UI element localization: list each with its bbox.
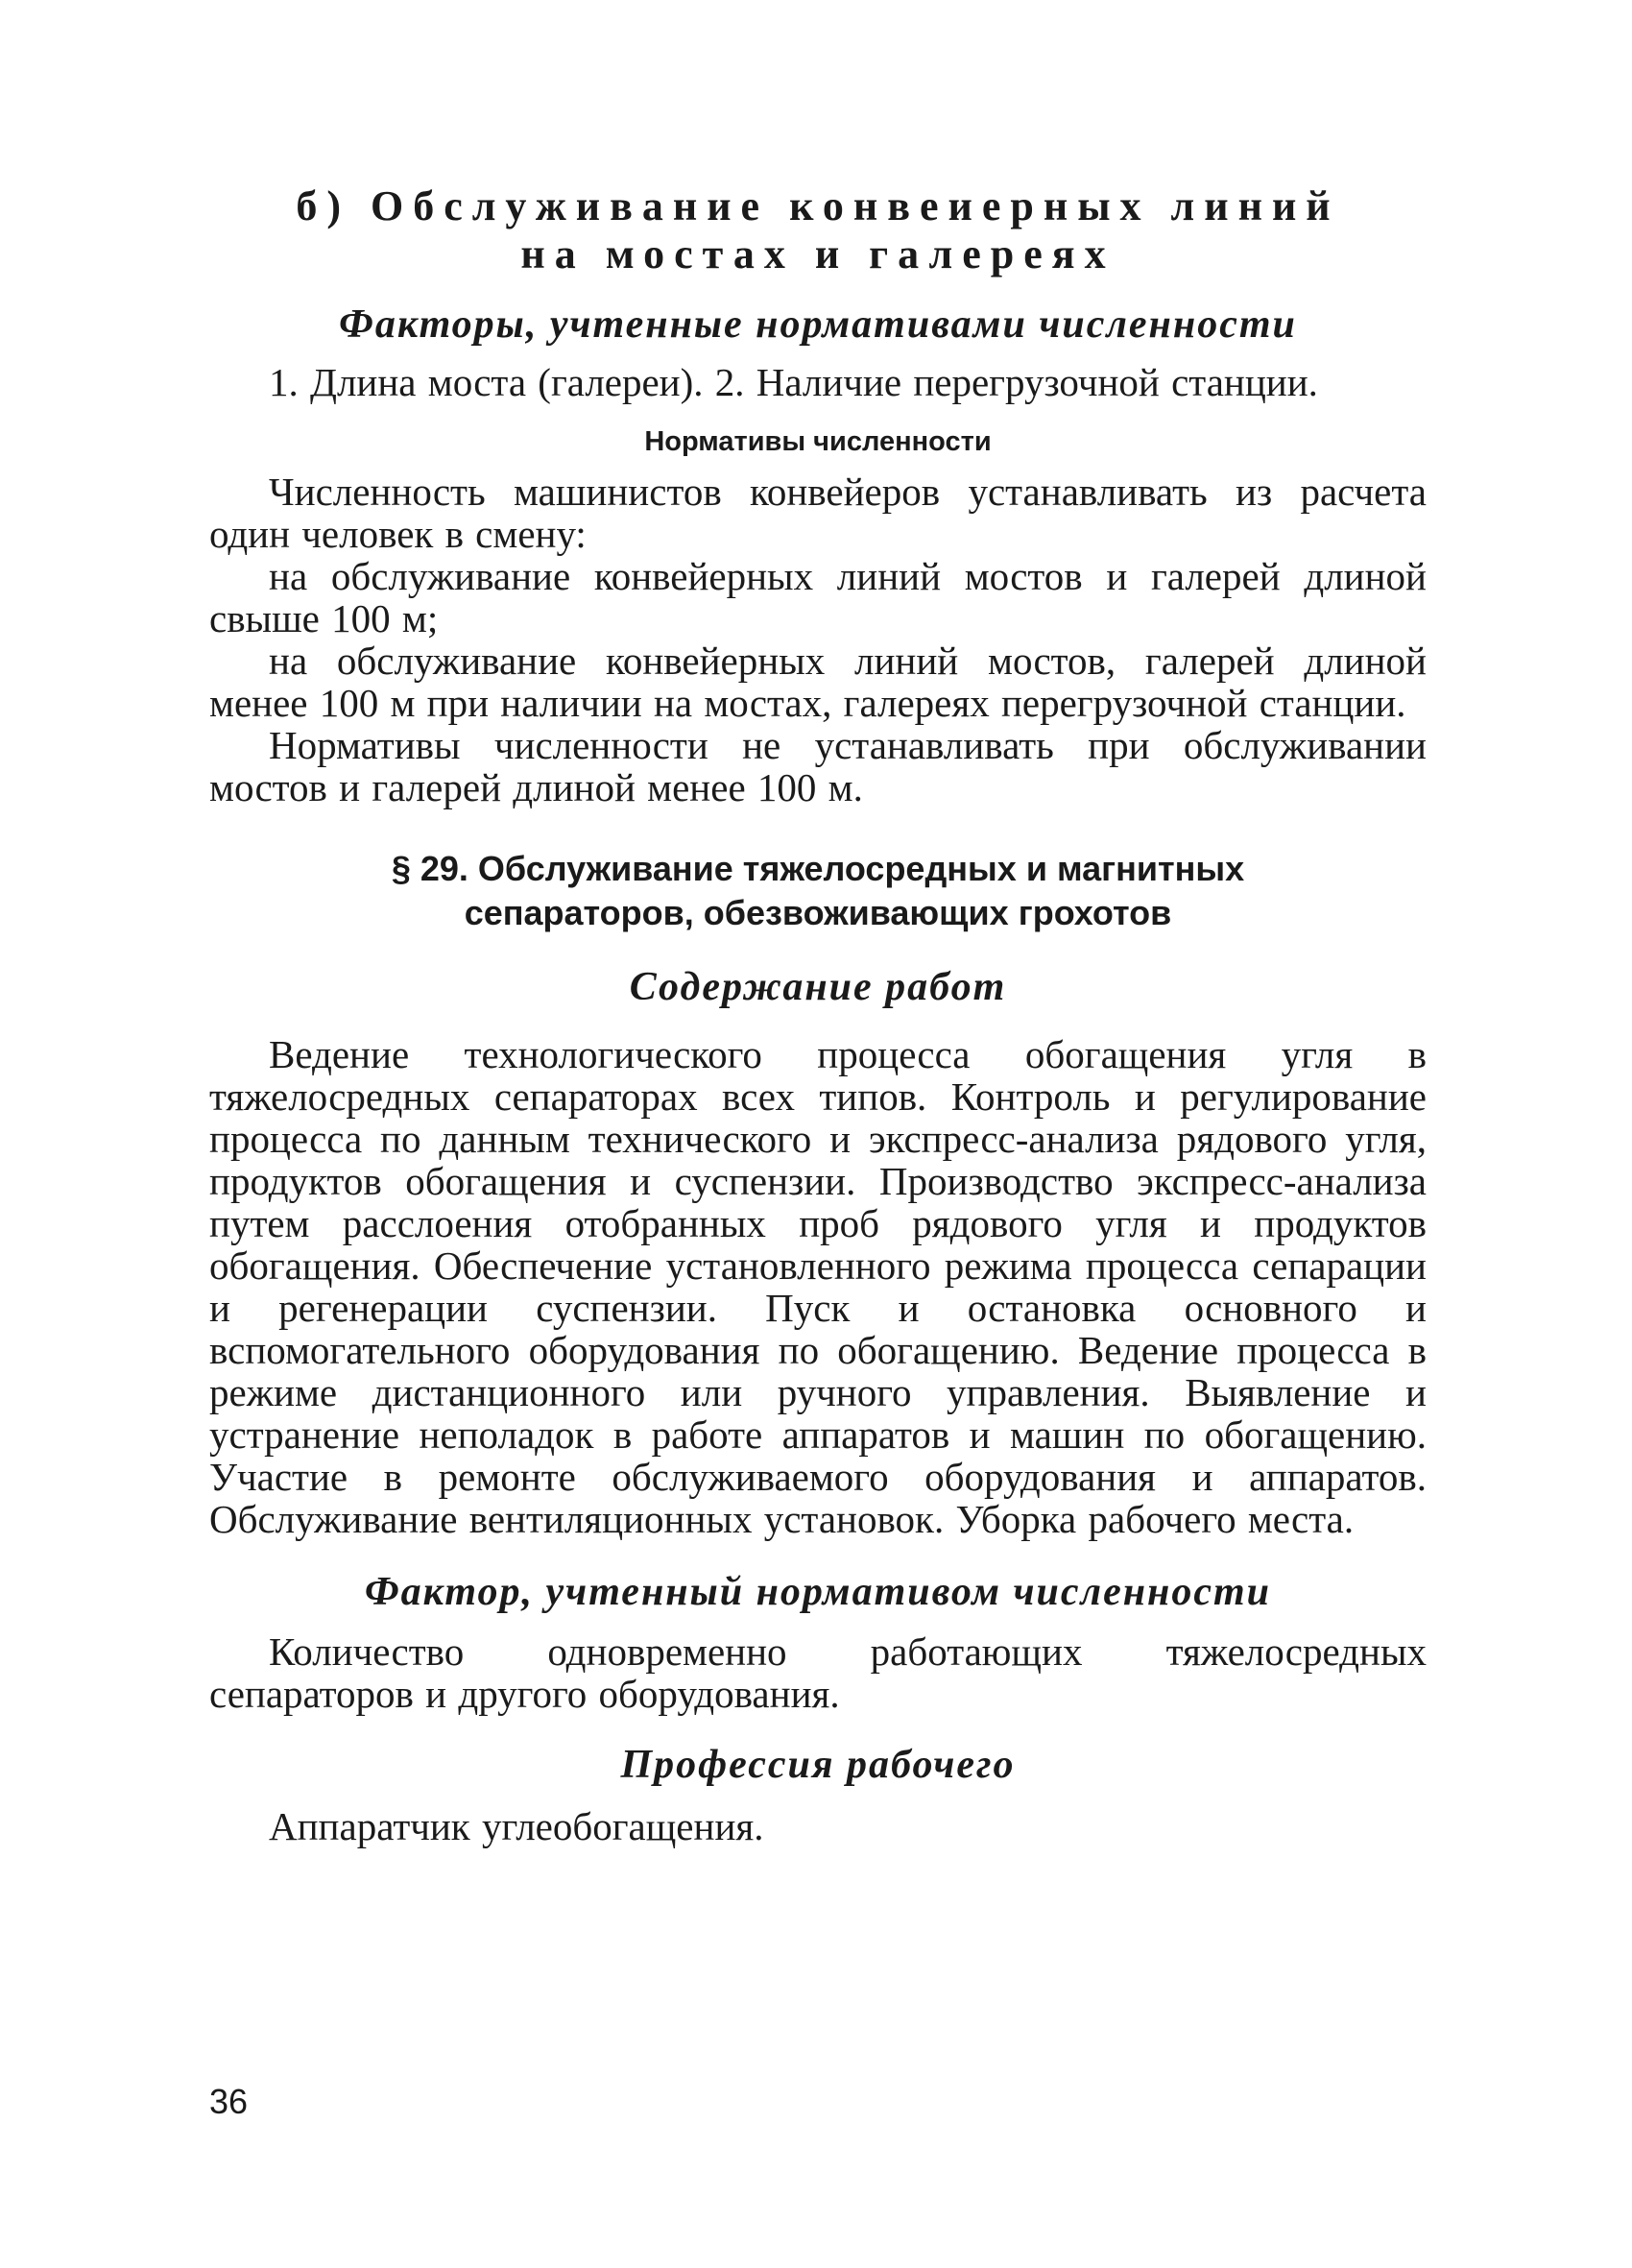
norms-paragraph: на обслуживание конвейерных линий мостов и галерей длиной свыше 100 м; [209,554,1427,640]
norms-paragraph: на обслуживание конвейерных линий мостов, галерей длиной менее 100 м при наличии на мостах, галереях перегрузочной станции. [209,639,1427,725]
factor-heading: Фактор, учтенный нормативом численности [364,1570,1272,1614]
section-b-title-line2: на мостах и галереях [520,230,1116,277]
content-heading: Содержание работ [629,965,1007,1009]
norms-heading: Нормативы численности [644,426,992,457]
content-text: Ведение технологического процесса обогащения угля в тяжелосредных сепараторах всех типов. Контроль и регулирование процесса по данным технического и экспресс-анализа рядового угля, продуктов обогащения и суспензии. Производство экспресс-анализа путем расслоения отобранных проб рядового угля и продуктов обогащения. Обеспечение установленного режима процесса сепарации и регенерации суспензии. Пуск и остановка основного и вспомогательного оборудования по обогащению. Ведение процесса в режиме дистанционного или ручного управления. Выявление и устранение неполадок в работе аппаратов и машин по обогащению. Участие в ремонте обслуживаемого оборудования и аппаратов. Обслуживание вентиляционных установок. Уборка рабочего места. [209,1032,1427,1541]
norms-paragraph: Нормативы численности не устанавливать при обслуживании мостов и галерей длиной менее 100 м. [209,723,1427,809]
section-b-title-line1: б) Обслуживание конвеиерных линий [296,182,1340,229]
section-29-title-line2: сепараторов, обезвоживающих грохотов [464,893,1172,932]
factors-text: 1. Длина моста (галереи). 2. Наличие перегрузочной станции. [269,360,1318,404]
profession-text: Аппаратчик углеобогащения. [269,1804,764,1848]
page-number: 36 [209,2082,249,2121]
factors-heading: Факторы, учтенные нормативами численности [339,302,1297,347]
page-content [209,182,1427,1847]
norms-paragraph: Численность машинистов конвейеров устанавливать из расчета один человек в смену: [209,470,1427,556]
section-29-title-line1: § 29. Обслуживание тяжелосредных и магнитных [391,849,1245,888]
profession-heading: Профессия рабочего [620,1743,1016,1787]
factor-text: Количество одновременно работающих тяжелосредных сепараторов и другого оборудования. [209,1629,1427,1716]
